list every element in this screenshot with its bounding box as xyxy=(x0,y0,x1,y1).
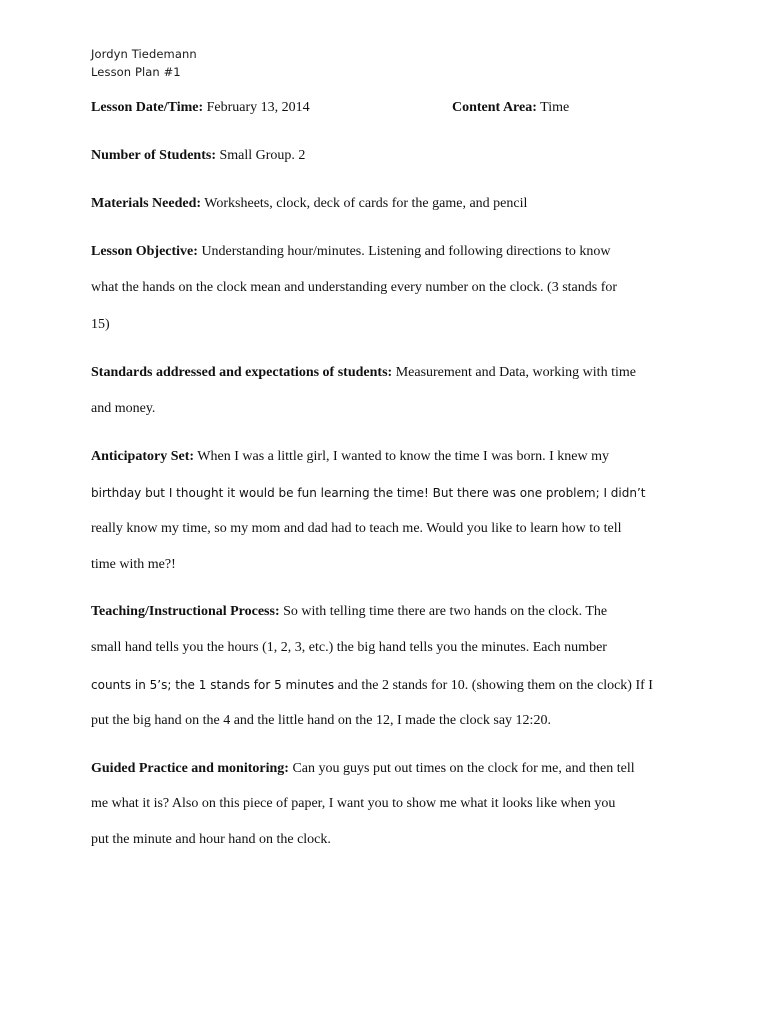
lesson-date-label: Lesson Date/Time: xyxy=(91,100,204,115)
guided-label: Guided Practice and monitoring: xyxy=(91,761,289,776)
teaching-line-2: small hand tells you the hours (1, 2, 3, etc.) the big hand tells you the minutes. Each number xyxy=(91,640,607,655)
content-area-label: Content Area: xyxy=(452,100,537,115)
objective-label: Lesson Objective: xyxy=(91,244,198,259)
anticipatory-line-2: birthday but I thought it would be fun learning the time! But there was one problem; I didn’t xyxy=(91,486,646,500)
guided-line-2: me what it is? Also on this piece of paper, I want you to show me what it looks like when you xyxy=(91,796,616,811)
standards-label: Standards addressed and expectations of students: xyxy=(91,365,393,380)
guided-text-1: Can you guys put out times on the clock for me, and then tell xyxy=(288,761,635,776)
guided-line-3: put the minute and hour hand on the clock. xyxy=(91,832,331,847)
anticipatory-line-3: really know my time, so my mom and dad had to teach me. Would you like to learn how to tell xyxy=(91,521,622,536)
teaching-line-1 xyxy=(91,603,691,621)
author-name: Jordyn Tiedemann xyxy=(91,47,197,61)
teaching-label: Teaching/Instructional Process: xyxy=(91,604,280,619)
anticipatory-label: Anticipatory Set: xyxy=(91,449,195,464)
materials-row xyxy=(91,195,691,213)
anticipatory-line-4: time with me?! xyxy=(91,557,176,572)
teaching-text-3b: and the 2 stands for 10. (showing them on the clock) If I xyxy=(334,678,653,693)
students-value: Small Group. 2 xyxy=(215,148,306,163)
anticipatory-text-1: When I was a little girl, I wanted to know the time I was born. I knew my xyxy=(194,449,610,464)
lesson-plan-number: Lesson Plan #1 xyxy=(91,65,181,79)
materials-label: Materials Needed: xyxy=(91,196,202,211)
standards-line-2: and money. xyxy=(91,401,156,416)
content-area-value: Time xyxy=(536,100,570,115)
objective-line-2: what the hands on the clock mean and understanding every number on the clock. (3 stands for xyxy=(91,280,618,295)
students-label: Number of Students: xyxy=(91,148,216,163)
objective-text-1: Understanding hour/minutes. Listening and following directions to know xyxy=(197,244,611,259)
students-row xyxy=(91,147,691,165)
teaching-text-1: So with telling time there are two hands on the clock. The xyxy=(279,604,608,619)
teaching-line-4: put the big hand on the 4 and the little hand on the 12, I made the clock say 12:20. xyxy=(91,713,551,728)
objective-line-1 xyxy=(91,243,691,261)
lesson-date-row xyxy=(91,99,691,117)
objective-line-3: 15) xyxy=(91,317,110,332)
lesson-date-value: February 13, 2014 xyxy=(203,100,310,115)
teaching-line-3 xyxy=(91,676,691,695)
anticipatory-line-1 xyxy=(91,448,691,466)
teaching-text-3a: counts in 5’s; the 1 stands for 5 minutes xyxy=(91,678,335,692)
content-area-row xyxy=(452,99,569,117)
standards-text-1: Measurement and Data, working with time xyxy=(392,365,636,380)
guided-line-1 xyxy=(91,760,691,778)
materials-value: Worksheets, clock, deck of cards for the game, and pencil xyxy=(201,196,528,211)
standards-line-1 xyxy=(91,364,691,382)
